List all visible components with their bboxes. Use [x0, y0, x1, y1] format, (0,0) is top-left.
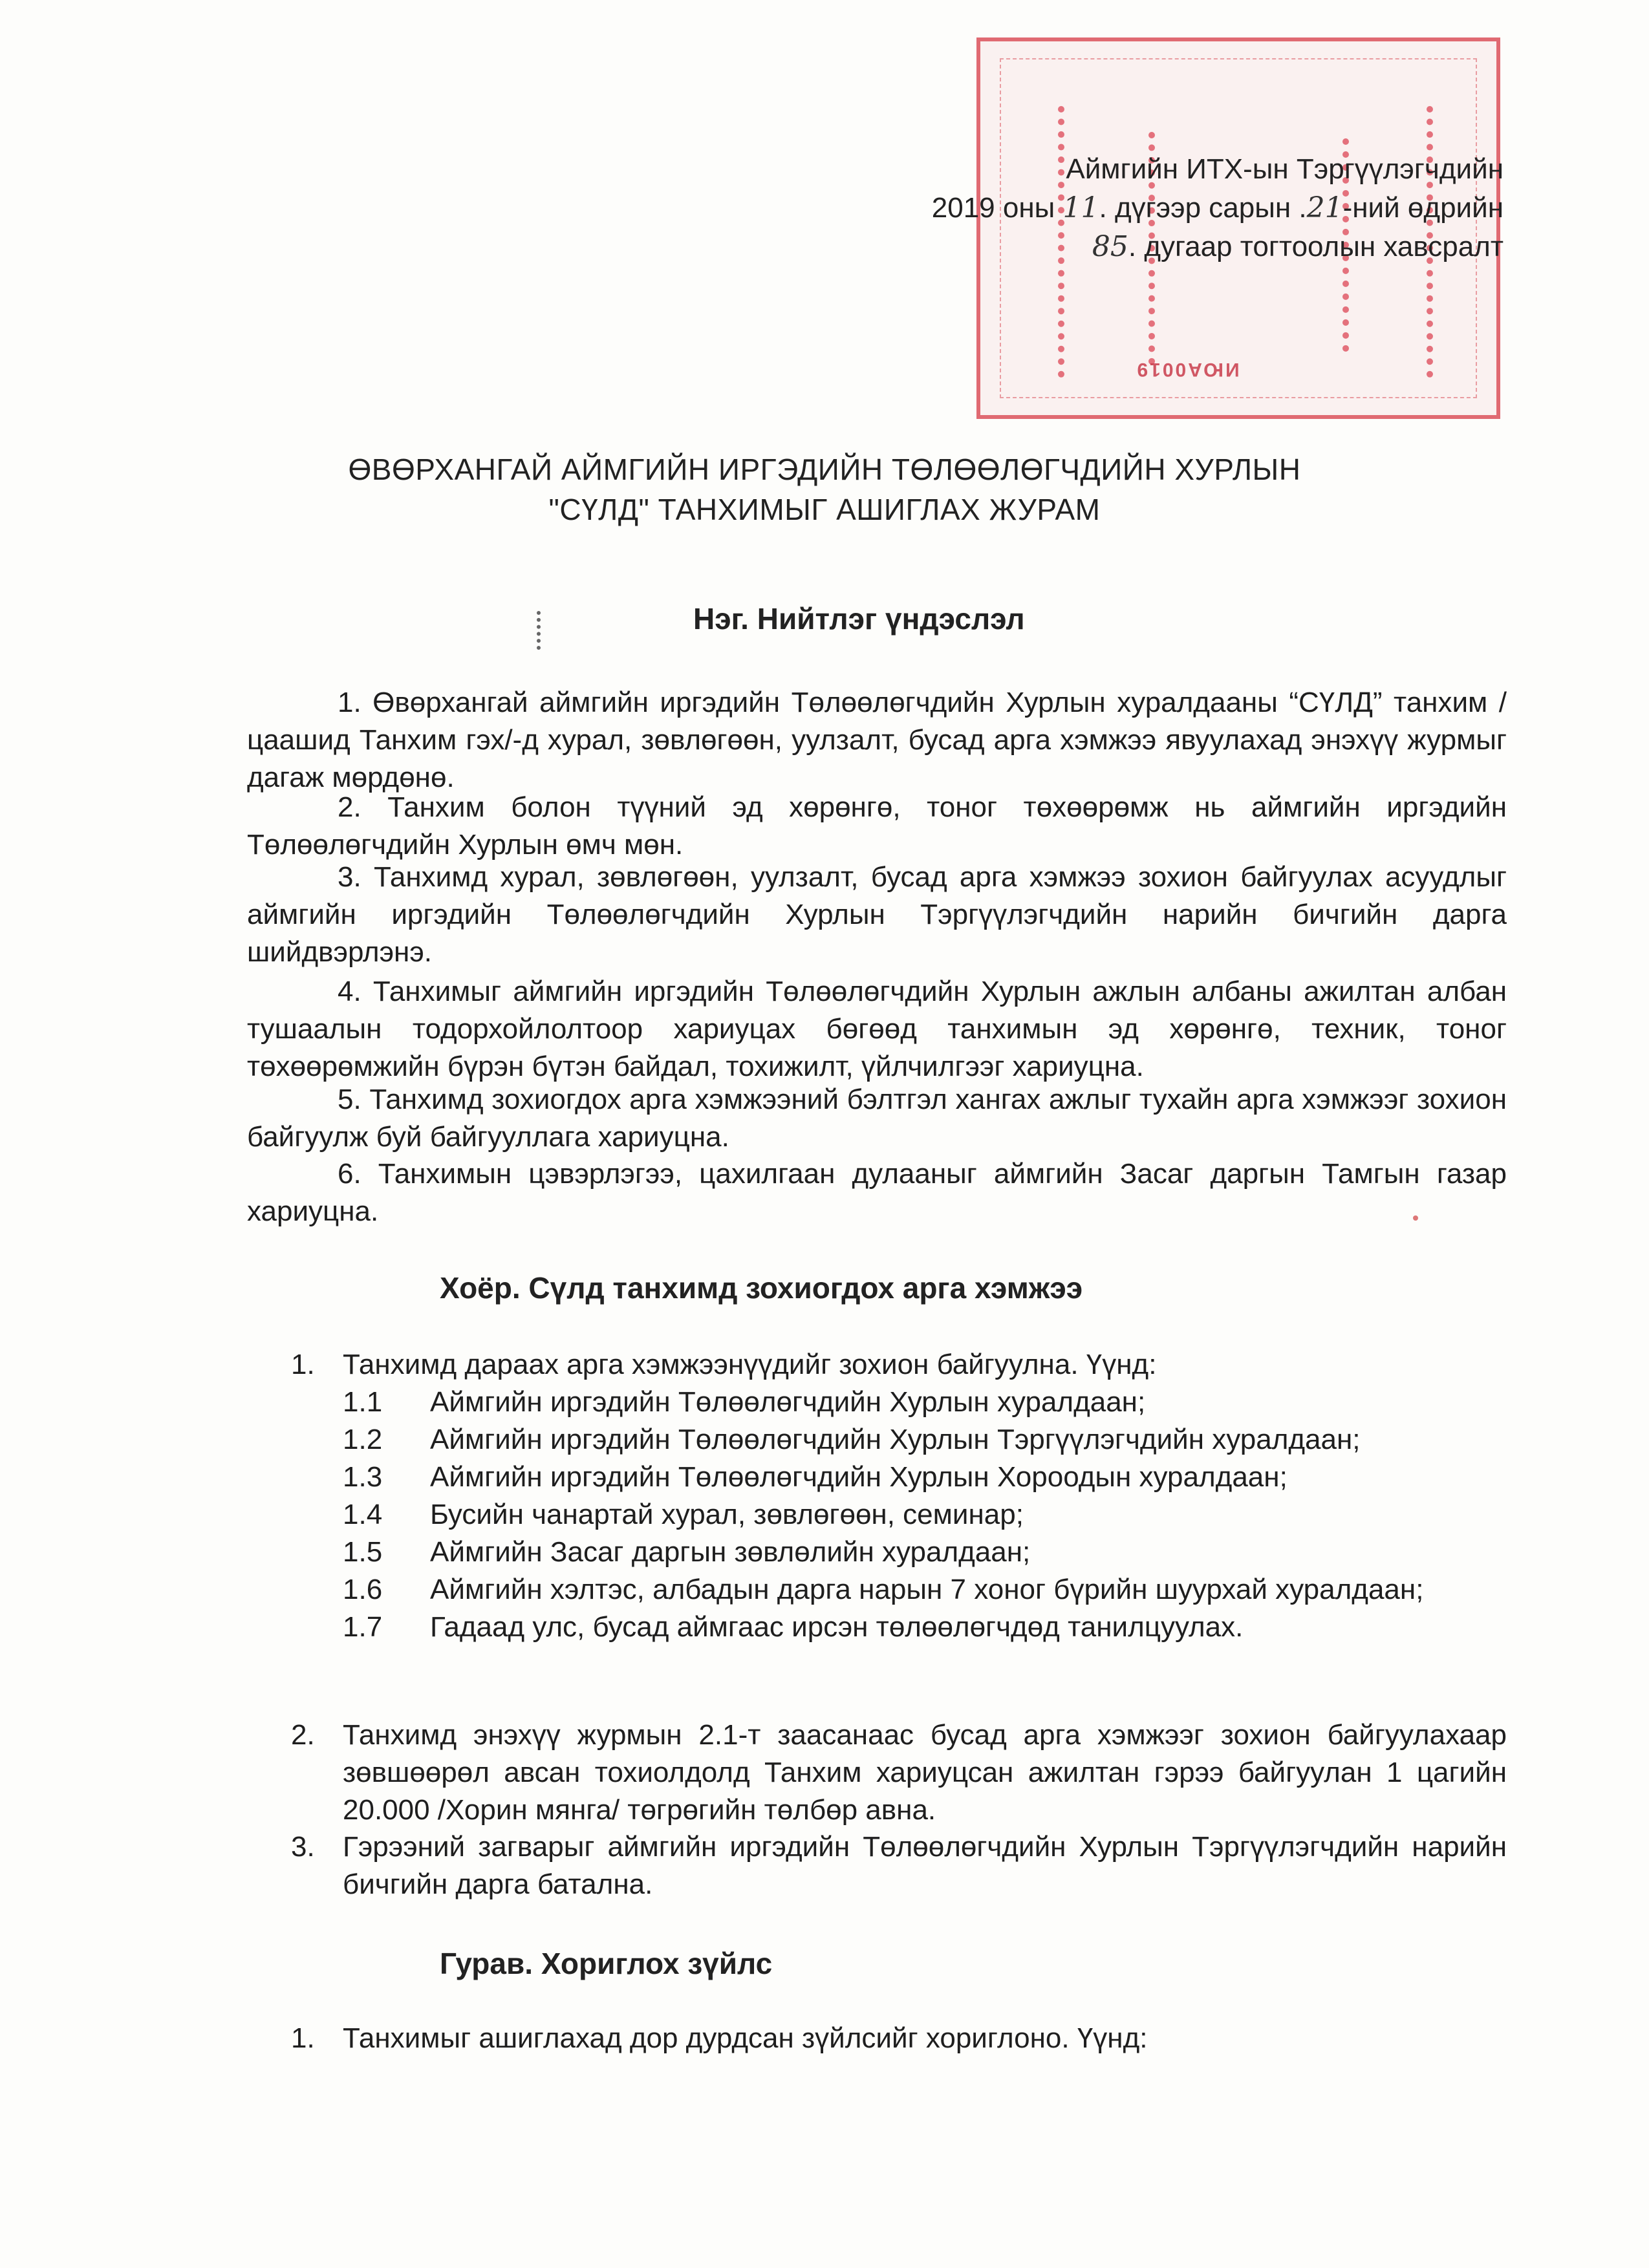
list-number: 2. — [291, 1719, 315, 1751]
sub-item-1-4 — [291, 1496, 1507, 1534]
section-1-item-2 — [247, 789, 1507, 864]
sub-text: Аймгийн иргэдийн Төлөөлөгчдийн Хурлын хуралдаан; — [430, 1386, 1146, 1418]
appendix-resolution-number: 85 — [1092, 230, 1128, 263]
section-1-item-6 — [247, 1155, 1507, 1230]
section-1-item-4-text: 4. Танхимыг аймгийн иргэдийн Төлөөлөгчдийн Хурлын ажлын албаны ажилтан албан тушаалын тодорхойлолтоор хариуцах бөгөөд танхимын эд хөрөнгө, техник, тоног төхөөрөмжийн бүрэн бүтэн байдал, тохижилт, үйлчилгээг хариуцна. — [247, 976, 1507, 1082]
sub-item-1-5 — [291, 1534, 1507, 1571]
sub-text: Бусийн чанартай хурал, зөвлөгөөн, семинар; — [430, 1499, 1024, 1530]
list-text: Гэрээний загварыг аймгийн иргэдийн Төлөөлөгчдийн Хурлын Тэргүүлэгчдийн нарийн бичгийн дарга батална. — [343, 1831, 1507, 1900]
list-number: 1. — [291, 1349, 315, 1380]
appendix-resolution-label: . дугаар тогтоолын хавсралт — [1128, 231, 1503, 262]
section-1-item-4 — [247, 973, 1507, 1086]
sub-number: 1.6 — [343, 1574, 383, 1605]
sub-item-1-3 — [291, 1459, 1507, 1496]
title-line-2: "СҮЛД" ТАНХИМЫГ АШИГЛАХ ЖУРАМ — [548, 493, 1101, 526]
sub-number: 1.1 — [343, 1386, 383, 1418]
section-1-item-6-text: 6. Танхимын цэвэрлэгээ, цахилгаан дулааныг аймгийн Засаг даргын Тамгын газар хариуцна. — [247, 1158, 1507, 1227]
appendix-line-1: Аймгийн ИТХ-ын Тэргүүлэгчдийн — [1066, 153, 1503, 185]
sub-number: 1.7 — [343, 1611, 383, 1643]
list-number: 3. — [291, 1831, 315, 1863]
sub-number: 1.3 — [343, 1461, 383, 1493]
sub-text: Аймгийн иргэдийн Төлөөлөгчдийн Хурлын Тэргүүлэгчдийн хуралдаан; — [430, 1424, 1361, 1455]
list-text: Танхимыг ашиглахад дор дурдсан зүйлсийг хориглоно. Үүнд: — [343, 2022, 1148, 2054]
sub-text: Аймгийн хэлтэс, албадын дарга нарын 7 хоног бүрийн шуурхай хуралдаан; — [430, 1574, 1424, 1605]
section-1-item-5 — [247, 1081, 1507, 1156]
appendix-line-3 — [932, 228, 1503, 266]
section-2-item-1 — [291, 1346, 1507, 1384]
appendix-day-label: -ний өдрийн — [1342, 192, 1503, 224]
sub-text: Гадаад улс, бусад аймгаас ирсэн төлөөлөгчдөд танилцуулах. — [430, 1611, 1244, 1643]
list-text: Танхимд дараах арга хэмжээнүүдийг зохион байгуулна. Үүнд: — [343, 1349, 1157, 1380]
section-2-list — [291, 1346, 1507, 1646]
appendix-month: 11 — [1062, 191, 1099, 224]
margin-mark — [537, 611, 550, 650]
section-3-heading: Гурав. Хориглох зүйлс — [440, 1947, 773, 1980]
sub-item-1-7 — [291, 1609, 1507, 1646]
section-1-heading: Нэг. Нийтлэг үндэслэл — [693, 602, 1025, 636]
sub-number: 1.4 — [343, 1499, 383, 1530]
appendix-month-label: . дүгээр сарын . — [1099, 192, 1307, 224]
sub-text: Аймгийн Засаг даргын зөвлөлийн хуралдаан; — [430, 1536, 1031, 1568]
stamp-code: ИЮА0019 — [1135, 359, 1240, 380]
sub-number: 1.2 — [343, 1424, 383, 1455]
appendix-line-2 — [932, 189, 1503, 228]
section-2-item-2 — [291, 1717, 1507, 1829]
section-3-item-1 — [291, 2020, 1507, 2057]
section-3-list — [291, 2020, 1507, 2057]
list-number: 1. — [291, 2022, 315, 2054]
section-1-item-5-text: 5. Танхимд зохиогдох арга хэмжээний бэлтгэл хангах ажлыг тухайн арга хэмжээг зохион байгуулж буй байгууллага хариуцна. — [247, 1084, 1507, 1153]
appendix-day: 21 — [1306, 191, 1343, 224]
section-2-item-3-row — [291, 1828, 1507, 1903]
appendix-header — [932, 150, 1503, 266]
ink-dot — [1413, 1215, 1418, 1221]
appendix-year: 2019 оны — [931, 192, 1063, 224]
section-1-item-3-text: 3. Танхимд хурал, зөвлөгөөн, уулзалт, бусад арга хэмжээ зохион байгуулах асуудлыг аймгийн иргэдийн Төлөөлөгчдийн Хурлын Тэргүүлэгчдийн нарийн бичгийн дарга шийдвэрлэнэ. — [247, 861, 1507, 968]
sub-item-1-6 — [291, 1571, 1507, 1609]
section-1-item-1-text: 1. Өвөрхангай аймгийн иргэдийн Төлөөлөгчдийн Хурлын хуралдааны “СҮЛД” танхим /цаашид Танхим гэх/-д хурал, зөвлөгөөн, уулзалт, бусад арга хэмжээ явуулахад энэхүү журмыг дагаж мөрдөнө. — [247, 687, 1507, 793]
title-line-1: ӨВӨРХАНГАЙ АЙМГИЙН ИРГЭДИЙН ТӨЛӨӨЛӨГЧДИЙН ХУРЛЫН — [348, 453, 1301, 486]
section-1-item-1 — [247, 684, 1507, 797]
sub-item-1-2 — [291, 1421, 1507, 1459]
list-text: Танхимд энэхүү журмын 2.1-т заасанаас бусад арга хэмжээг зохион байгуулахаар зөвшөөрөл авсан тохиолдолд Танхим хариуцсан ажилтан гэрээ байгуулан 1 цагийн 20.000 /Хорин мянга/ төгрөгийн төлбөр авна. — [343, 1719, 1507, 1826]
section-2-item-2-row — [291, 1717, 1507, 1829]
sub-number: 1.5 — [343, 1536, 383, 1568]
document-title — [0, 449, 1649, 530]
section-1-item-3 — [247, 859, 1507, 971]
sub-item-1-1 — [291, 1384, 1507, 1421]
section-2-item-3 — [291, 1828, 1507, 1903]
section-1-item-2-text: 2. Танхим болон түүний эд хөрөнгө, тоног төхөөрөмж нь аймгийн иргэдийн Төлөөлөгчдийн Хурлын өмч мөн. — [247, 791, 1507, 861]
sub-text: Аймгийн иргэдийн Төлөөлөгчдийн Хурлын Хороодын хуралдаан; — [430, 1461, 1288, 1493]
section-2-heading: Хоёр. Сүлд танхимд зохиогдох арга хэмжээ — [440, 1271, 1083, 1305]
